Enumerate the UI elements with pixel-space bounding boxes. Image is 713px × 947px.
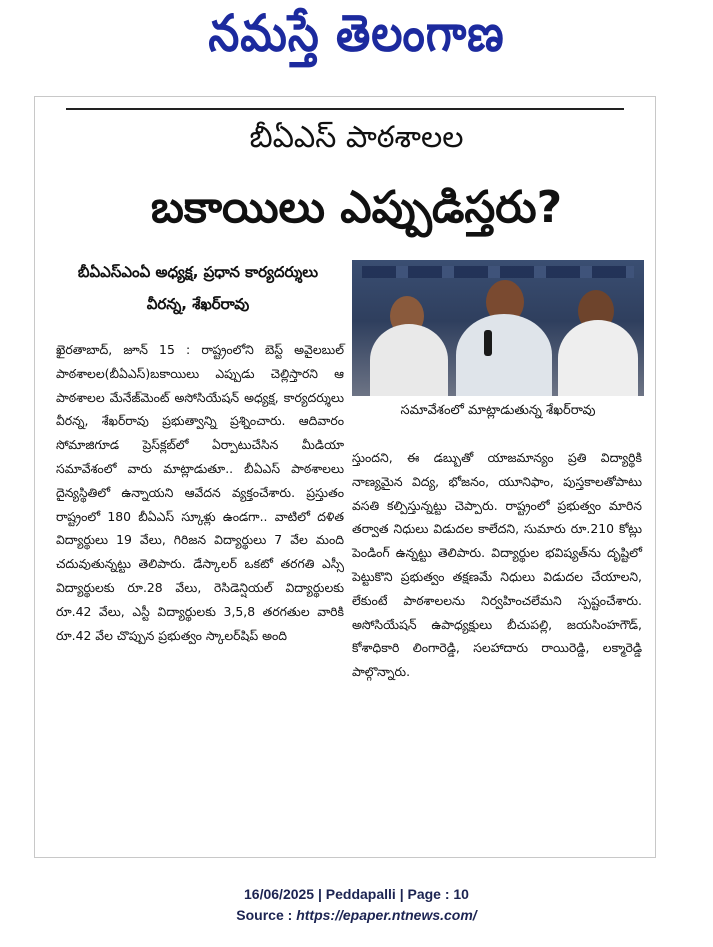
page-footer [0, 884, 713, 926]
top-rule [66, 108, 624, 110]
source-label: Source : [236, 907, 297, 923]
speaker-center-body [456, 314, 552, 396]
source-link[interactable]: https://epaper.ntnews.com/ [296, 907, 477, 923]
microphone-icon [484, 330, 492, 356]
footer-source-line [0, 905, 713, 926]
press-meet-photo [352, 260, 644, 396]
article-body-left-column: ఖైరతాబాద్, జూన్ 15 : రాష్ట్రంలోని బెస్ట్ అవైలబుల్ పాఠశాలల(బీఏఎస్)బకాయిలు ఎప్పుడు చెల్లిస్తారని ఆ పాఠశాలల మేనేజ్‌మెంట్ అసోసియేషన్ అధ్యక్ష, కార్యదర్శులు వీరన్న, శేఖర్‌రావు ప్రభుత్వాన్ని ప్రశ్నించారు. ఆదివారం సోమాజిగూడ ప్రెస్‌క్లబ్‌లో ఏర్పాటుచేసిన మీడియా సమావేశంలో వారు మాట్లాడుతూ.. బీఏఎస్ పాఠశాలలు దైన్యస్థితిలో ఉన్నాయని ఆవేదన వ్యక్తంచేశారు. ప్రస్తుతం రాష్ట్రంలో 180 బీఏఎస్ స్కూళ్లు ఉండగా.. వాటిలో దళిత విద్యార్థులు 19 వేలు, గిరిజన విద్యార్థులు 7 వేల మంది చదువుతున్నట్టు తెలిపారు. డేస్కాలర్ ఒకటో తరగతి ఎస్సీ విద్యార్థులకు రూ.28 వేలు, రెసిడెన్షియల్ విద్యార్థులకు రూ.42 వేలు, ఎస్టీ విద్యార్థులకు 3,5,8 తరగతుల వారికి రూ.42 వేల చొప్పున ప్రభుత్వం స్కాలర్‌షిప్ అంది [56, 342, 344, 643]
article-body-right-column: స్తుందని, ఈ డబ్బుతో యాజమాన్యం ప్రతి విద్యార్థికి నాణ్యమైన విద్య, భోజనం, యూనిఫాం, పుస్తకాలతోపాటు వసతి కల్పిస్తున్నట్టు చెప్పారు. రాష్ట్రంలో ప్రభుత్వం మారిన తర్వాత నిధులు విడుదల కాలేదని, సుమారు రూ.210 కోట్లు పెండింగ్ ఉన్నట్టు తెలిపారు. విద్యార్థుల భవిష్యత్‌ను దృష్టిలో పెట్టుకొని ప్రభుత్వం తక్షణమే నిధులు విడుదల చేయాలని, లేకుంటే పాఠశాలలను నిర్వహించలేమని స్పష్టంచేశారు. అసోసియేషన్ ఉపాధ్యక్షులు బీచుపల్లి, జయసింహగౌడ్, కోశాధికారి లింగారెడ్డి, సలహాదారు రాయిరెడ్డి, లక్మారెడ్డి పాల్గొన్నారు. [352, 450, 642, 680]
speaker-right-body [558, 320, 638, 396]
article-headline: బకాయిలు ఎప్పుడిస్తరు? [150, 182, 563, 233]
masthead-title: నమస్తే తెలంగాణ [208, 4, 505, 63]
speaker-left-body [370, 324, 448, 396]
masthead [0, 0, 713, 80]
article-subheadline: బీఏఎస్ఎంఏ అధ్యక్ష, ప్రధాన కార్యదర్శులు వీరన్న, శేఖర్‌రావు [77, 263, 319, 313]
backdrop-banner [362, 266, 634, 278]
footer-meta-line: 16/06/2025 | Peddapalli | Page : 10 [244, 886, 469, 902]
photo-caption: సమావేశంలో మాట్లాడుతున్న శేఖర్‌రావు [400, 403, 596, 418]
article-kicker: బీఏఎస్ పాఠశాలల [249, 120, 464, 155]
